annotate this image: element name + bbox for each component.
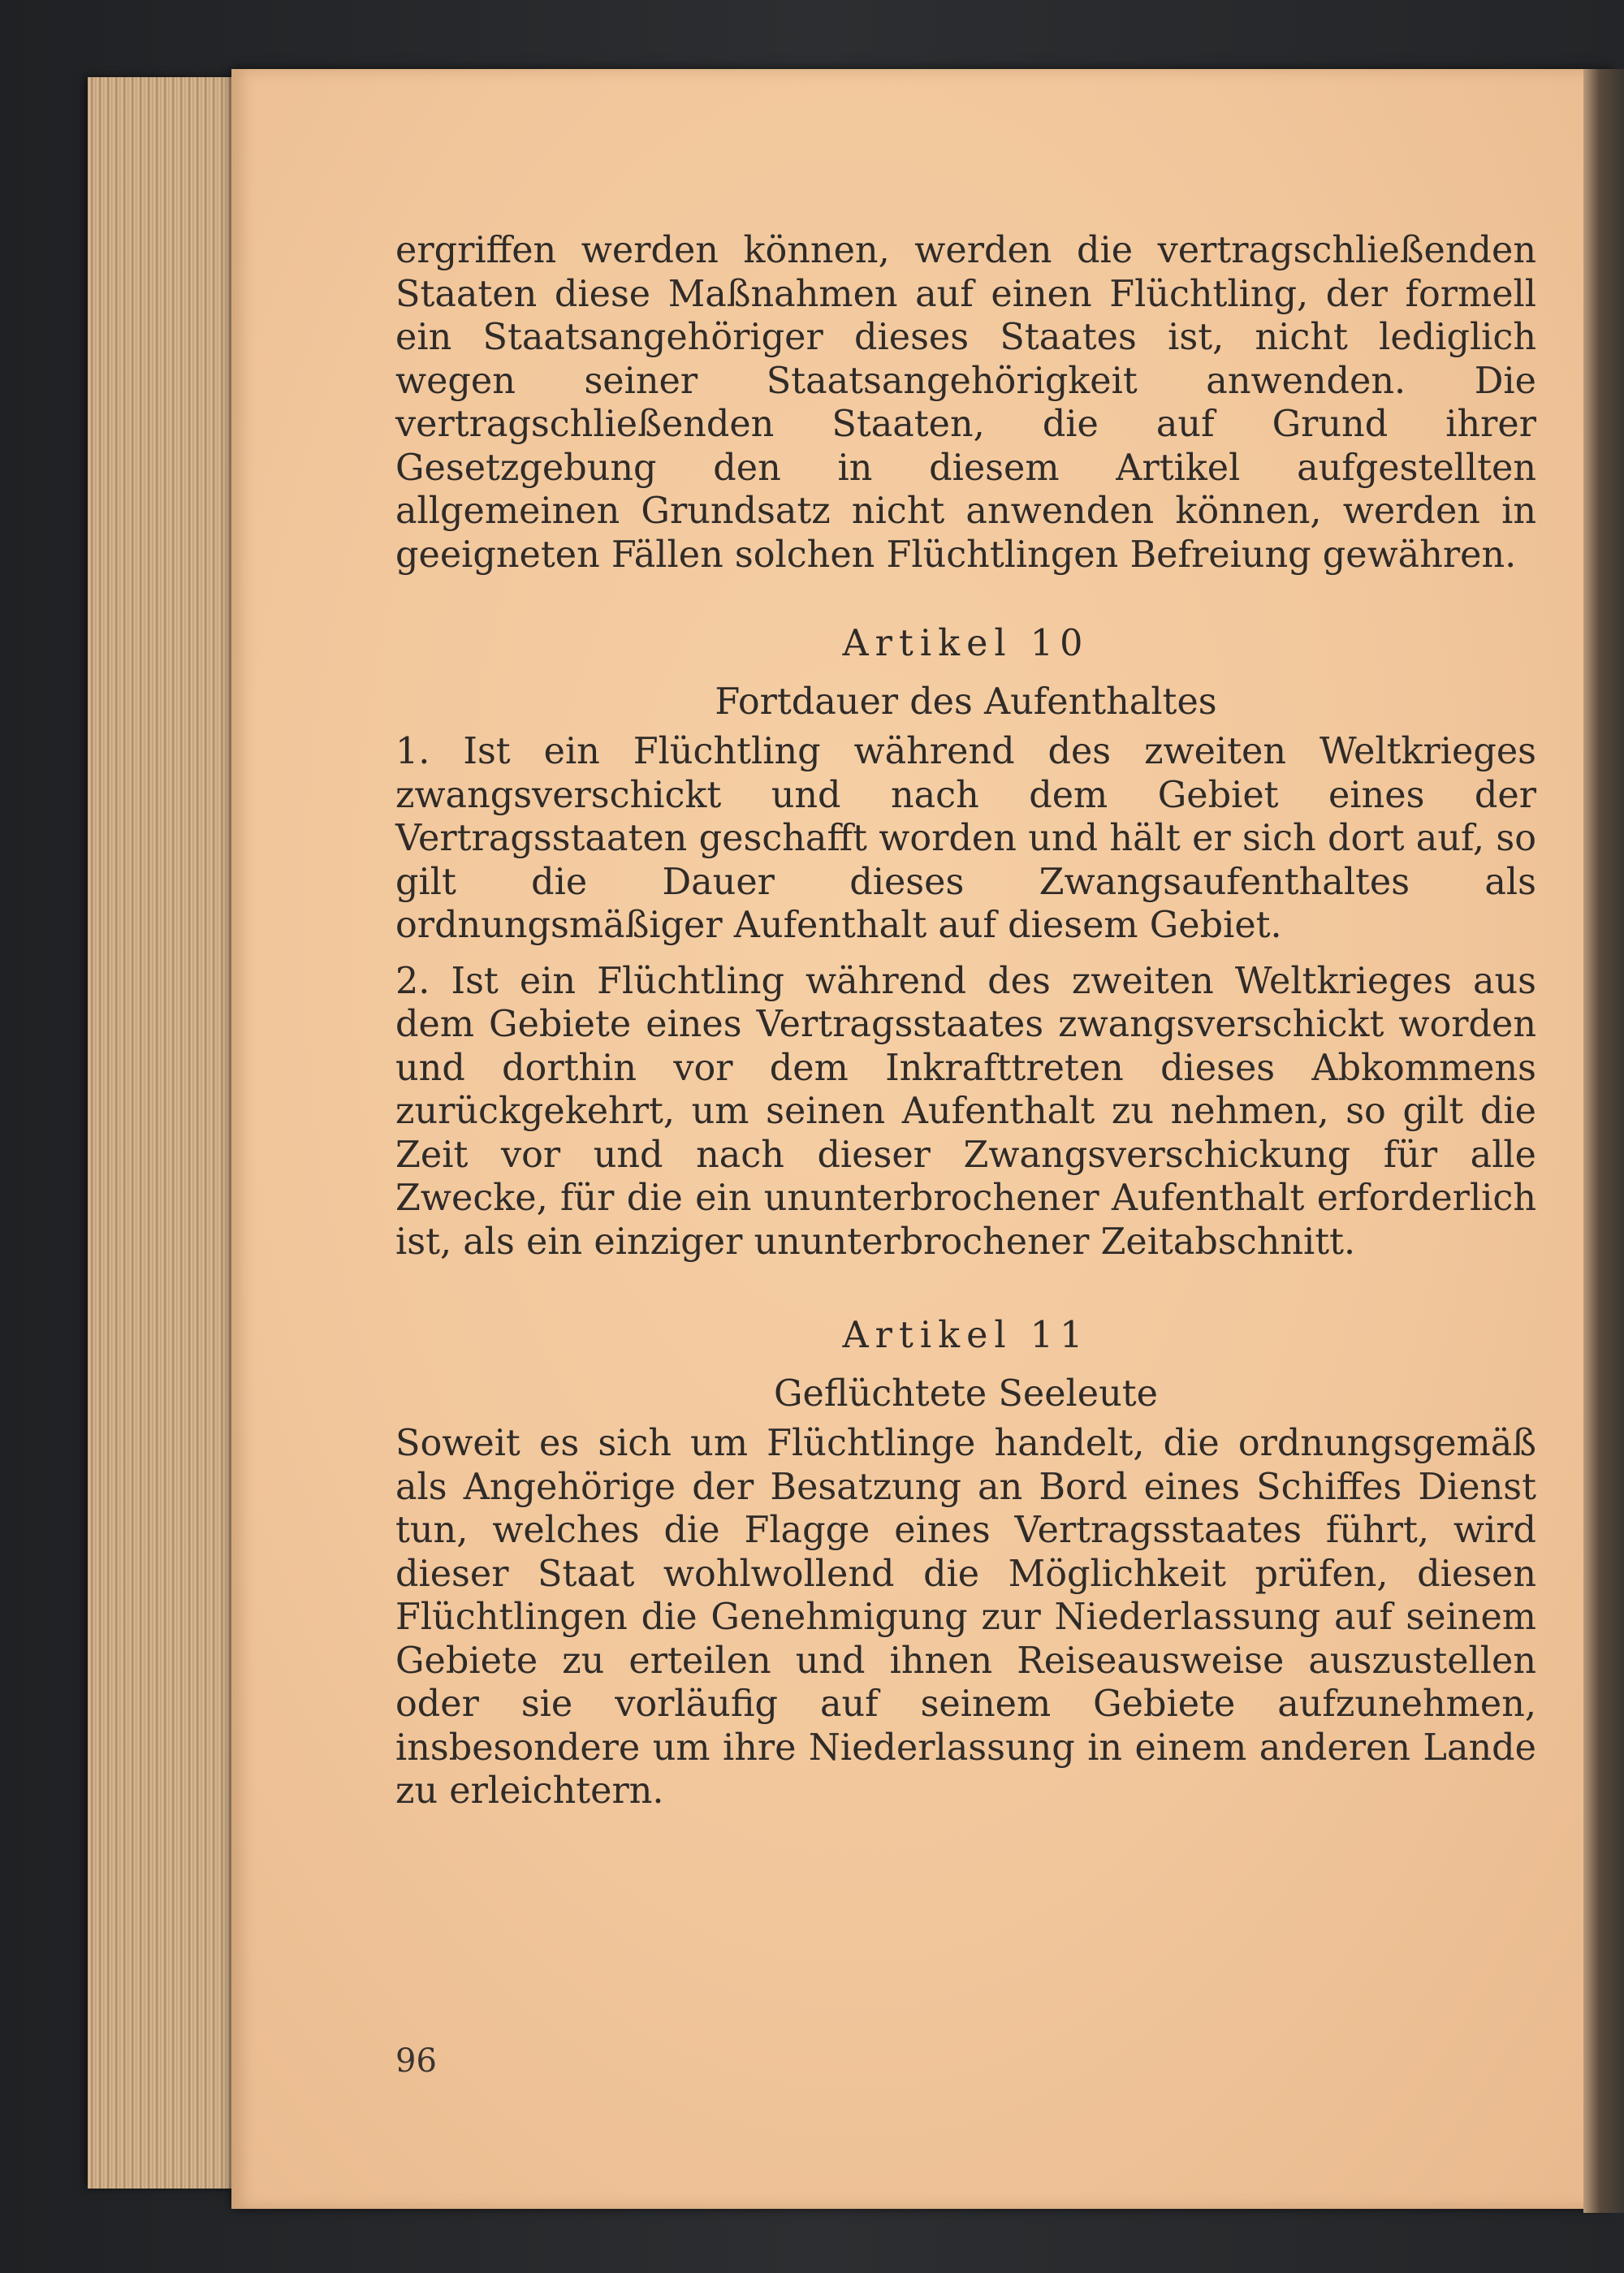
article-10-title: Fortdauer des Aufenthaltes	[715, 681, 1217, 723]
article-11-paragraph-1: Soweit es sich um Flüchtlinge handelt, die ordnungsgemäß als Angehörige der Besatzung an Bord eines Schiffes Dienst tun, welches die Flagge eines Vertragsstaates führt, wird dieser Staat wohlwollend die Möglichkeit prüfen, diesen Flüchtlingen die Genehmigung zur Niederlassung auf seinem Gebiete zu erteilen und ihnen Reiseausweise auszustellen oder sie vorläufig auf seinem Gebiete aufzunehmen, insbesondere um ihre Niederlassung in einem anderen Lande zu erleichtern.	[395, 1423, 1536, 1812]
page-number: 96	[395, 2042, 437, 2080]
intro-paragraph: ergriffen werden können, werden die vertragschließenden Staaten diese Maßnahmen auf einen Flüchtling, der formell ein Staatsangehöriger dieses Staates ist, nicht lediglich wegen seiner Staatsangehörigkeit anwenden. Die vertragschließenden Staaten, die auf Grund ihrer Gesetzgebung den in diesem Artikel aufgestellten allgemeinen Grundsatz nicht anwenden können, werden in geeigneten Fällen solchen Flüchtlingen Befreiung gewähren.	[395, 230, 1536, 576]
article-11-heading: Artikel 11	[842, 1315, 1090, 1356]
book-gutter	[1583, 69, 1624, 2213]
book-page-edges	[88, 77, 242, 2189]
article-11-title: Geflüchtete Seeleute	[774, 1372, 1158, 1415]
article-10-paragraph-2: 2. Ist ein Flüchtling während des zweiten Weltkrieges aus dem Gebiete eines Vertragsstaates zwangsverschickt worden und dorthin vor dem Inkrafttreten dieses Abkommens zurückgekehrt, um seinen Aufenthalt zu nehmen, so gilt die Zeit vor und nach dieser Zwangsverschickung für alle Zwecke, für die ein ununterbrochener Aufenthalt erforderlich ist, als ein einziger ununterbrochener Zeitabschnitt.	[395, 960, 1536, 1263]
article-10-paragraph-1: 1. Ist ein Flüchtling während des zweiten Weltkrieges zwangsverschickt und nach dem Gebiet eines der Vertragsstaaten geschafft worden und hält er sich dort auf, so gilt die Dauer dieses Zwangsaufenthaltes als ordnungsmäßiger Aufenthalt auf diesem Gebiet.	[395, 731, 1536, 946]
page-text	[395, 229, 1536, 1813]
article-10-heading: Artikel 10	[842, 623, 1090, 664]
